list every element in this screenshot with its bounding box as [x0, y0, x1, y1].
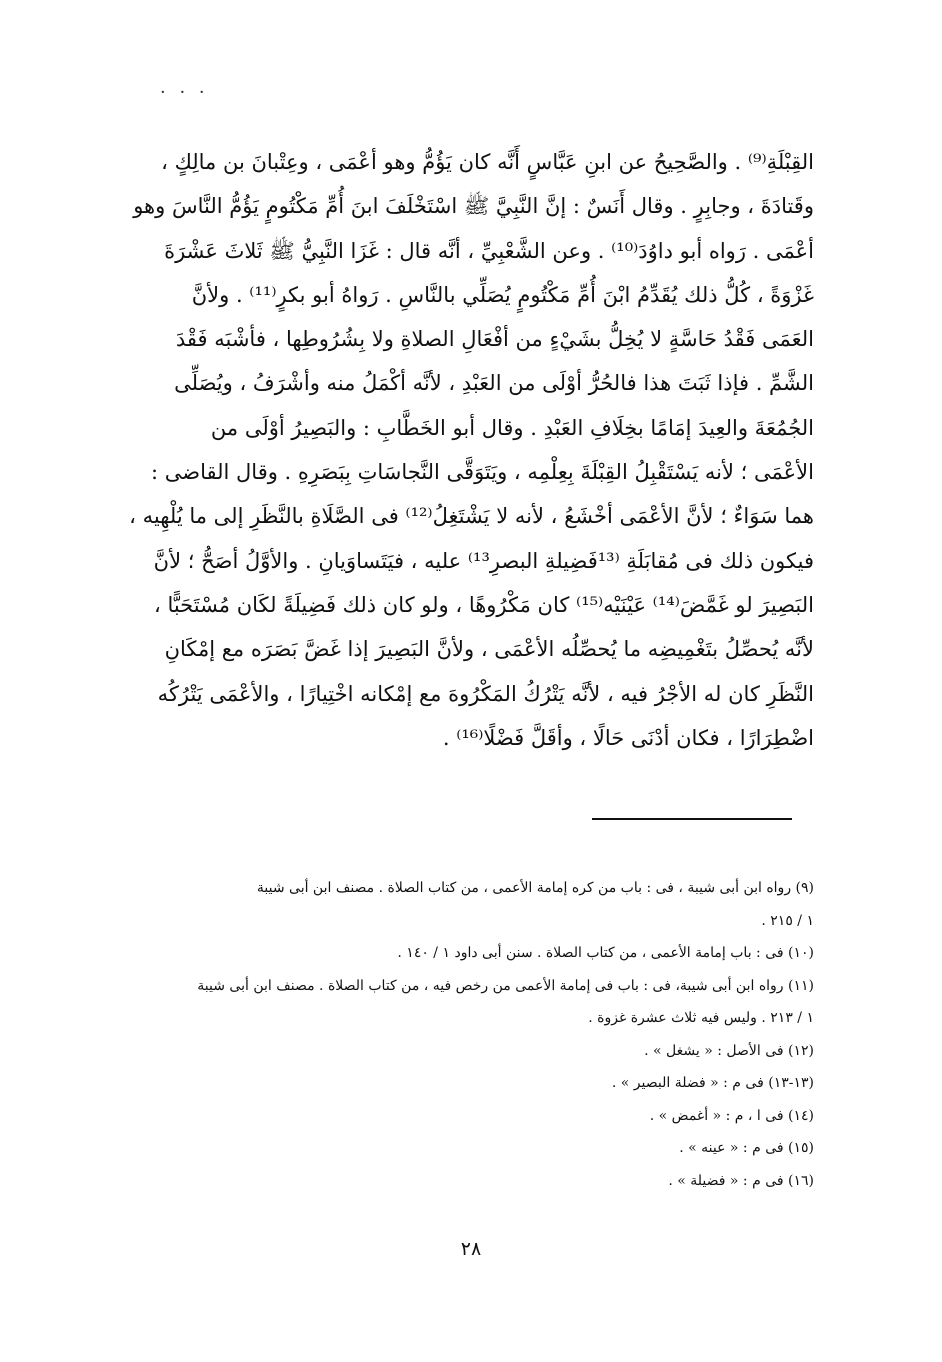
text-line: النَّظَرِ كان له الأجْرُ فيه ، لأنَّه يَتْرُكُ المَكْرُوهَ مع إمْكانه اخْتِيارًا ، والأعْمَى يَتْرُكُه [157, 681, 814, 706]
text-line: البَصِيرَ لو غَمَّضَ⁽¹⁴⁾ عَيْنَيْه⁽¹⁵⁾ كان مَكْرُوهًا ، ولو كان ذلك فَضِيلَةً لكَان مُسْتَحَبًّا ، [153, 592, 814, 617]
footnote-line: ١ / ٢١٥ . [761, 912, 814, 929]
main-text [128, 140, 814, 760]
footnote-line: (٩) رواه ابن أبى شيبة ، فى : باب من كره إمامة الأعمى ، من كتاب الصلاة . مصنف ابن أبى شيبة [256, 880, 814, 896]
text-line: لأنَّه يُحصِّلُ بتَغْمِيضِه ما يُحصِّلُه الأعْمَى ، ولأنَّ البَصِيرَ إذا غَضَّ بَصَرَه مع إمْكَانِ [164, 637, 814, 662]
text-line: القِبْلَةِ⁽⁹⁾ . والصَّحِيحُ عن ابنِ عَبَّاسٍ أَنَّه كان يَؤُمُّ وهو أعْمَى ، وعِتْبانَ بن مالِكٍ ، [161, 150, 814, 174]
text-line: فيكون ذلك فى مُقابَلَةِ ⁽¹³فَضِيلةِ البصرِ¹³⁾ عليه ، فيَتَساوَيانِ . والأوَّلُ أصَحُّ ؛ لأنَّ [153, 548, 814, 573]
footnote-divider [592, 818, 792, 820]
footnote-line: (١١) رواه ابن أبى شيبة، فى : باب فى إمامة الأعمى من رخص فيه ، من كتاب الصلاة . مصنف ابن أبى شيبة [197, 977, 814, 994]
top-marks: · · · [160, 82, 209, 103]
text-line: الأعْمَى ؛ لأنه يَسْتَقْبِلُ القِبْلَةَ بِعِلْمِه ، ويَتَوَقَّى النَّجاسَاتِ بِبَصَرِهِ . وقال القاضى : [151, 460, 814, 485]
text-line: غَزْوَةً ، كُلُّ ذلك يُقَدِّمُ ابْنَ أُمِّ مَكْتُومٍ يُصَلِّي بالنَّاسِ . رَواهُ أبو بكرٍ⁽¹¹⁾ . ولأنَّ [191, 282, 814, 307]
footnote-line: ١ / ٢١٣ . وليس فيه ثلاث عشرة غزوة . [588, 1010, 814, 1026]
footnote-line: (١٥) فى م : « عينه » . [679, 1140, 814, 1156]
text-line: الجُمُعَةَ والعِيدَ إمَامًا بخِلَافِ العَبْدِ . وقال أبو الخَطَّابِ : والبَصِيرُ أوْلَى من [210, 415, 814, 440]
footnote-line: (١٢) فى الأصل : « يشغل » . [644, 1042, 814, 1059]
footnotes [126, 872, 814, 1197]
footnote-line: (١٦) فى م : « فضيلة » . [668, 1172, 814, 1189]
footnote-line: (١٤) فى ا ، م : « أغمض » . [649, 1107, 814, 1124]
text-line: العَمَى فَقْدُ حَاسَّةٍ لا يُخِلُّ بشَيْءٍ من أفْعَالِ الصلاةِ ولا بِشُرُوطِها ، فأشْبَه فَقْدَ [175, 327, 814, 352]
footnote-line: (١٠) فى : باب إمامة الأعمى ، من كتاب الصلاة . سنن أبى داود ١ / ١٤٠ . [397, 945, 814, 961]
text-line: الشَّمِّ . فإذا ثَبَتَ هذا فالحُرُّ أوْلَى من العَبْدِ ، لأنَّه أكْمَلُ منه وأشْرَفُ ، ويُصَلِّى [174, 371, 814, 396]
page-number: ٢٨ [460, 1238, 482, 1260]
text-line: أعْمَى . رَواه أبو داوُدَ⁽¹⁰⁾ . وعن الشَّعْبِيِّ ، أنَّه قال : غَزَا النَّبِيُّ ﷺ ثَلاثَ عَشْرَةَ [164, 238, 814, 263]
text-line: وقَتادَةَ ، وجابِرٍ . وقال أَنَسٌ : إنَّ النَّبِيَّ ﷺ اسْتَخْلَفَ ابنَ أُمِّ مَكْتُومٍ يَؤُمُّ النَّاسَ وهو [133, 194, 814, 219]
text-line: اضْطِرَارًا ، فكان أدْنَى حَالًا ، وأقَلَّ فَضْلًا⁽¹⁶⁾ . [442, 725, 814, 750]
text-line: هما سَوَاءٌ ؛ لأنَّ الأعْمَى أخْشَعُ ، لأنه لا يَشْتَغِلُ⁽¹²⁾ فى الصَّلَاةِ بالنَّظَرِ إلى ما يُلْهِيه ، [129, 504, 814, 529]
footnote-line: (١٣-١٣) فى م : « فضلة البصير » . [611, 1075, 814, 1091]
